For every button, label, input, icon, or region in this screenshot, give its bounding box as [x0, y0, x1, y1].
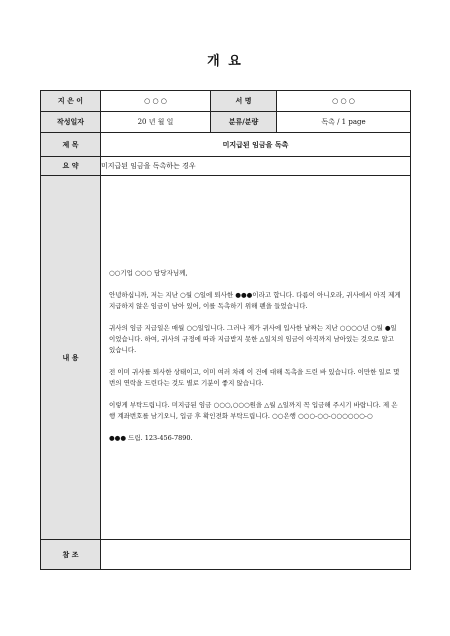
content-closing: ●●● 드림. 123-456-7890. [109, 434, 193, 442]
date-label: 작성일자 [41, 112, 101, 133]
reference-label: 참 조 [41, 540, 101, 570]
signature-label: 서 명 [211, 91, 277, 112]
document-title: 개 요 [207, 54, 243, 69]
content-label: 내 용 [41, 176, 101, 540]
summary-label: 요 약 [41, 157, 101, 176]
date-value: 20 년 월 일 [101, 112, 211, 133]
subject-value: 미지급된 임금을 독촉 [101, 133, 411, 157]
subject-row [41, 133, 411, 157]
content-greeting: ○○기업 ○○○ 담당자님께, [109, 269, 188, 277]
content-body [101, 176, 411, 540]
signature-value: ○ ○ ○ [277, 91, 411, 112]
content-paragraph-4: 이렇게 부탁드립니다. 미지급된 임금 ○○○,○○○원을 △월 △일까지 꼭 입금해 주시기 바랍니다. 제 은행 계좌번호를 남기오니, 입금 후 확인전화 부탁드립니다. ○○은행 ○○○-○○-○○○○○○-○ [109, 401, 398, 420]
content-row [41, 176, 411, 540]
date-row [41, 112, 411, 133]
summary-form-table [40, 90, 411, 570]
content-paragraph-1: 안녕하십니까, 저는 지난 ○월 ○일에 퇴사한 ●●●이라고 합니다. 다름이 아니오라, 귀사에서 아직 제게 지급하지 않은 임금이 남아 있어, 이를 독촉하기 위해 펜을 들었습니다. [109, 291, 401, 310]
reference-row [41, 540, 411, 570]
content-paragraph-3: 전 이미 귀사를 퇴사한 상태이고, 이미 여러 차례 이 건에 대해 독촉을 드린 바 있습니다. 이만한 일로 몇 번의 연락을 드린다는 것도 별로 기분이 좋지 않습니다. [109, 368, 400, 387]
writer-label: 지 은 이 [41, 91, 101, 112]
writer-value: ○ ○ ○ [101, 91, 211, 112]
summary-value: 미지급된 임금을 독촉하는 경우 [101, 157, 411, 176]
writer-row [41, 91, 411, 112]
category-label: 분류/분량 [211, 112, 277, 133]
category-value: 독촉 / 1 page [277, 112, 411, 133]
content-paragraph-2: 귀사의 임금 지급일은 매월 ○○일입니다. 그러나 제가 귀사에 입사한 날짜는 지난 ○○○○년 ○월 ●일이었습니다. 하여, 귀사의 규정에 따라 지급받지 못한 △일치의 임금이 아직까지 남아있는 것으로 알고 있습니다. [109, 324, 397, 354]
subject-label: 제 목 [41, 133, 101, 157]
summary-row [41, 157, 411, 176]
reference-value [101, 540, 411, 570]
